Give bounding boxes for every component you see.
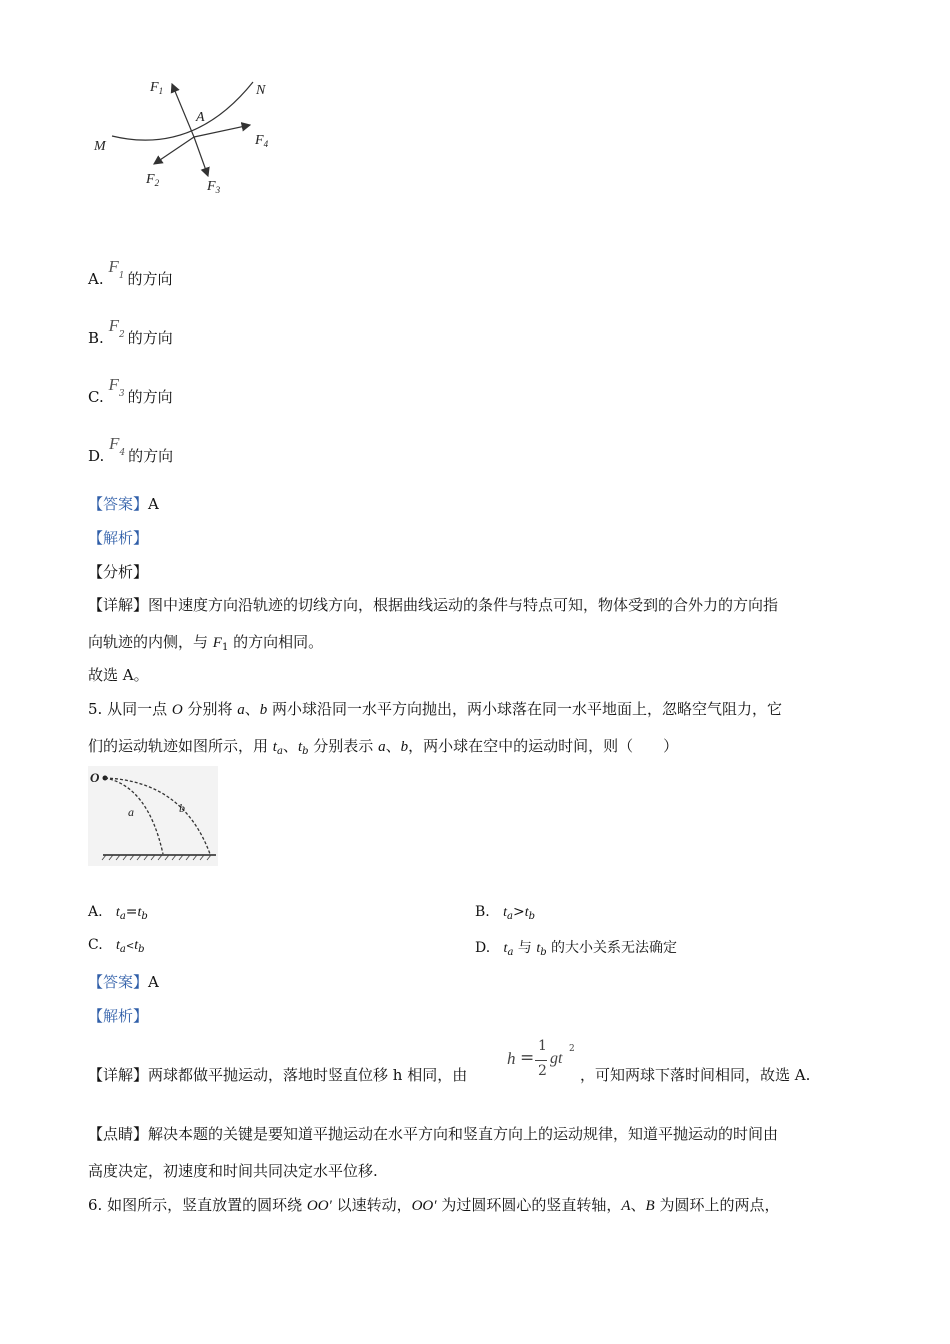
q5-note-line1: 【点睛】解决本题的关键是要知道平抛运动在水平方向和竖直方向上的运动规律，知道平抛运动的时间由 [88,1125,779,1143]
force-arrow-f2 [154,137,194,164]
label-o: O [90,770,100,785]
q4-option-b: B. $F^2$ 的方向 [88,316,173,347]
q5-answer: 【答案】A [88,973,159,991]
q4-fenxi-tag: 【分析】 [88,563,149,581]
label-f4: $F_4$ [255,133,269,149]
force-diagram [88,72,288,202]
force-arrow-f4 [194,125,250,137]
q5-stem-line1: 5. 从同一点 O 分别将 a、b 两小球沿同一水平方向抛出，两小球落在同一水平地面上，忽略空气阻力，它 [88,700,783,718]
label-f2: $F_2$ [146,172,160,188]
force-arrow-f3 [194,137,208,176]
label-b-curve: b [179,801,185,815]
q5-detail: 【详解】两球都做平抛运动，落地时竖直位移 h 相同，由 [88,1066,468,1084]
trajectory-curve [112,82,253,140]
q4-option-d: D. $F^4$ 的方向 [88,434,174,465]
q5-stem-line2: 们的运动轨迹如图所示，用 $t_a$、$t_b$ 分别表示 a、b，两小球在空中的运动时间，则（ ） [88,737,679,757]
q4-option-c: C. $F^3$ 的方向 [88,375,173,406]
q4-option-a: A. $F^1$ 的方向 [88,257,173,288]
label-f3: $F_3$ [207,179,221,195]
label-f1: $F_1$ [150,80,164,96]
q5-option-d: D. $t_a$ 与 $t_b$ 的大小关系无法确定 [475,940,678,958]
q5-option-c: C. $t_a<t_b$ [88,937,145,955]
force-arrow-f1 [172,84,194,137]
q5-option-a: A. $t_a=t_b$ [88,904,148,922]
q5-detail-end: ，可知两球下落时间相同，故选 A. [580,1066,811,1084]
label-a: A [196,110,205,125]
q5-analysis-tag: 【解析】 [88,1007,149,1025]
projectile-figure [88,766,218,866]
q4-detail-line2: 向轨迹的内侧，与 $F_1$ 的方向相同。 [88,633,324,653]
formula-h-half-gt2: h = 1 2 gt 2 [507,1038,575,1079]
q4-analysis-tag: 【解析】 [88,529,149,547]
q4-answer: 【答案】A [88,495,159,513]
q5-note-line2: 高度决定，初速度和时间共同决定水平位移. [88,1162,378,1180]
label-a-curve: a [128,805,134,819]
q4-detail-line1: 【详解】图中速度方向沿轨迹的切线方向，根据曲线运动的条件与特点可知，物体受到的合外力的方向指 [88,596,779,614]
label-n: N [256,83,266,98]
q5-option-b: B. $t_a>t_b$ [475,904,535,922]
label-m: M [94,139,106,154]
q4-conclusion: 故选 A。 [88,666,149,684]
q6-stem: 6. 如图所示，竖直放置的圆环绕 OO′ 以速转动，OO′ 为过圆环圆心的竖直转轴，A、B 为圆环上的两点， [88,1196,780,1214]
